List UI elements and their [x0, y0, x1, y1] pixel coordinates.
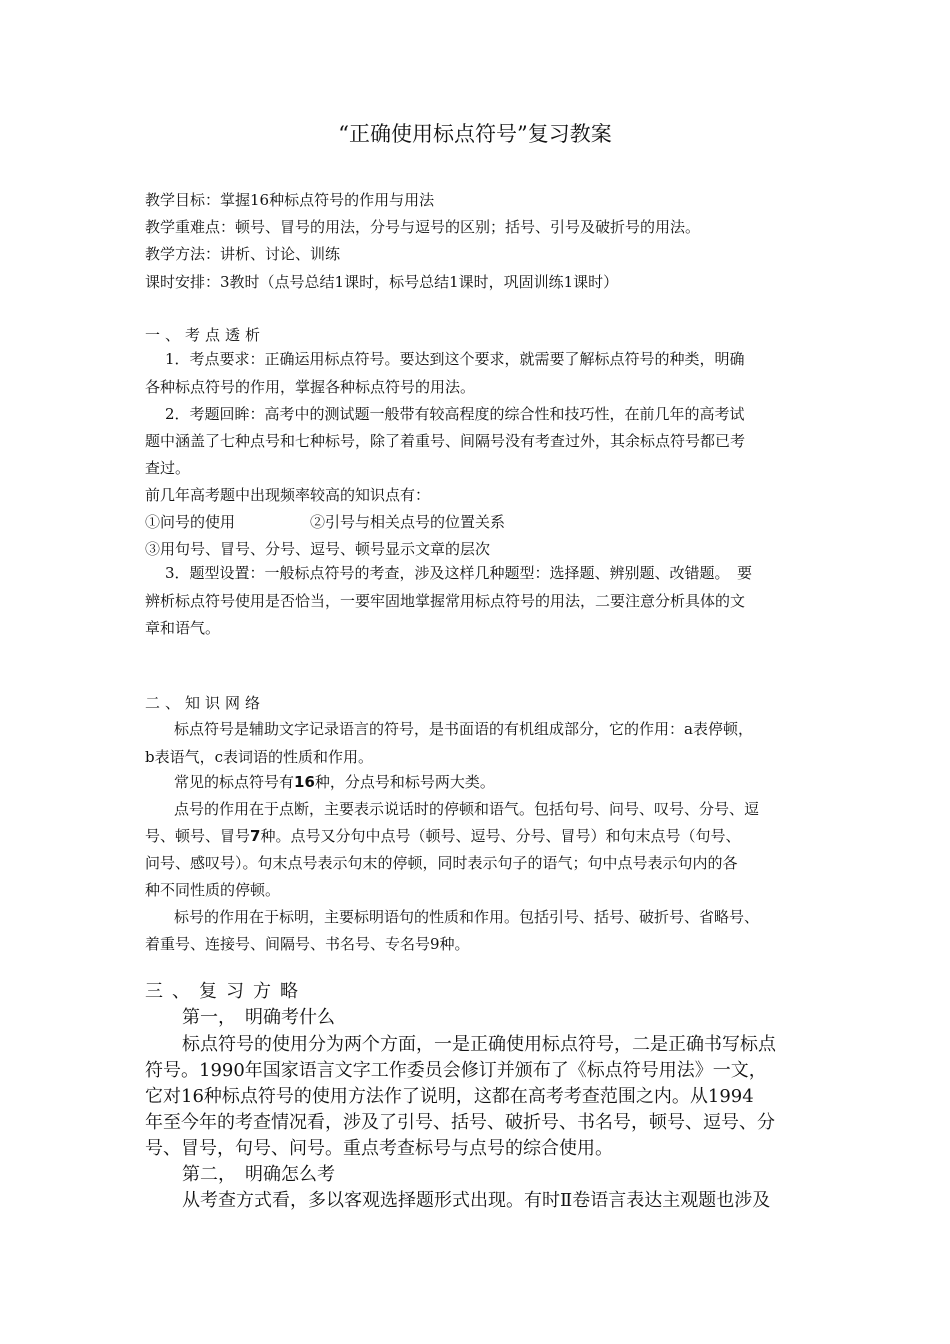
section2-p3-line1: 点号的作用在于点断，主要表示说话时的停顿和语气。包括句号、问号、叹号、分号、逗	[174, 800, 760, 818]
section1-p3-line2: 辨析标点符号使用是否恰当，一要牢固地掌握常用标点符号的用法，二要注意分析具体的文	[145, 592, 746, 610]
section2-p1-line2: b表语气，c表词语的性质和作用。	[145, 748, 374, 766]
symbol-count-16: 16	[294, 773, 315, 791]
section1-p3-line1: 3．题型设置：一般标点符号的考查，涉及这样几种题型：选择题、辨别题、改错题。 要	[165, 564, 753, 582]
frequency-intro: 前几年高考题中出现频率较高的知识点有：	[145, 486, 431, 504]
list-item-2: ②引号与相关点号的位置关系	[310, 513, 506, 531]
section3-p1-line1: 标点符号的使用分为两个方面，一是正确使用标点符号，二是正确书写标点	[182, 1034, 776, 1055]
teaching-goal: 教学目标：掌握16种标点符号的作用与用法	[145, 191, 435, 209]
section2-p4-line2: 着重号、连接号、间隔号、书名号、专名号9种。	[145, 935, 470, 953]
section3-sub2: 第二， 明确怎么考	[182, 1164, 335, 1185]
teaching-method: 教学方法：讲析、讨论、训练	[145, 245, 341, 263]
section3-p2-line1: 从考查方式看，多以客观选择题形式出现。有时Ⅱ卷语言表达主观题也涉及	[182, 1190, 771, 1211]
section3-heading: 三、复习方略	[145, 981, 307, 1002]
pause-mark-count-7: 7	[250, 827, 261, 845]
section2-p2	[174, 769, 495, 795]
section1-heading: 一、考点透析	[145, 326, 266, 344]
class-schedule: 课时安排：3教时（点号总结1课时，标号总结1课时，巩固训练1课时）	[145, 273, 619, 291]
section2-p3-line2-a: 号、顿号、冒号	[145, 827, 251, 845]
section3-sub1: 第一， 明确考什么	[182, 1007, 335, 1028]
section1-p2-line3: 查过。	[145, 459, 191, 477]
section1-p1-line1: 1．考点要求：正确运用标点符号。要达到这个要求，就需要了解标点符号的种类，明确	[165, 350, 745, 368]
section2-p1-line1: 标点符号是辅助文字记录语言的符号，是书面语的有机组成部分，它的作用：a表停顿，	[174, 720, 753, 738]
section1-p2-line2: 题中涵盖了七种点号和七种标号，除了着重号、间隔号没有考查过外，其余标点符号都已考	[145, 432, 746, 450]
section2-heading: 二、知识网络	[145, 694, 266, 712]
section2-p4-line1: 标号的作用在于标明，主要标明语句的性质和作用。包括引号、括号、破折号、省略号、	[174, 908, 760, 926]
list-item-1: ①问号的使用	[145, 513, 236, 531]
section2-p2-text-b: 种，分点号和标号两大类。	[314, 773, 495, 791]
teaching-difficulty: 教学重难点：顿号、冒号的用法，分号与逗号的区别；括号、引号及破折号的用法。	[145, 218, 701, 236]
section2-p3-line4: 种不同性质的停顿。	[145, 881, 281, 899]
section3-p1-line3: 它对16种标点符号的使用方法作了说明，这都在高考考查范围之内。从1994	[145, 1086, 754, 1107]
section1-p1-line2: 各种标点符号的作用，掌握各种标点符号的用法。	[145, 378, 476, 396]
section1-p2-line1: 2．考题回眸：高考中的测试题一般带有较高程度的综合性和技巧性，在前几年的高考试	[165, 405, 745, 423]
section3-p1-line5: 号、冒号，句号、问号。重点考查标号与点号的综合使用。	[145, 1138, 613, 1159]
list-item-3: ③用句号、冒号、分号、逗号、顿号显示文章的层次	[145, 540, 491, 558]
section2-p3-line2	[145, 823, 740, 849]
section3-p1-line4: 年至今年的考查情况看，涉及了引号、括号、破折号、书名号，顿号、逗号、分	[145, 1112, 775, 1133]
section2-p3-line2-b: 种。点号又分句中点号（顿号、逗号、分号、冒号）和句末点号（句号、	[260, 827, 741, 845]
section3-p1-line2: 符号。1990年国家语言文字工作委员会修订并颁布了《标点符号用法》一文，	[145, 1060, 767, 1081]
section2-p2-text-a: 常见的标点符号有	[174, 773, 295, 791]
section2-p3-line3: 问号、感叹号）。句末点号表示句末的停顿，同时表示句子的语气；句中点号表示句内的各	[145, 854, 738, 872]
document-title: “正确使用标点符号”复习教案	[338, 122, 612, 146]
section1-p3-line3: 章和语气。	[145, 619, 221, 637]
